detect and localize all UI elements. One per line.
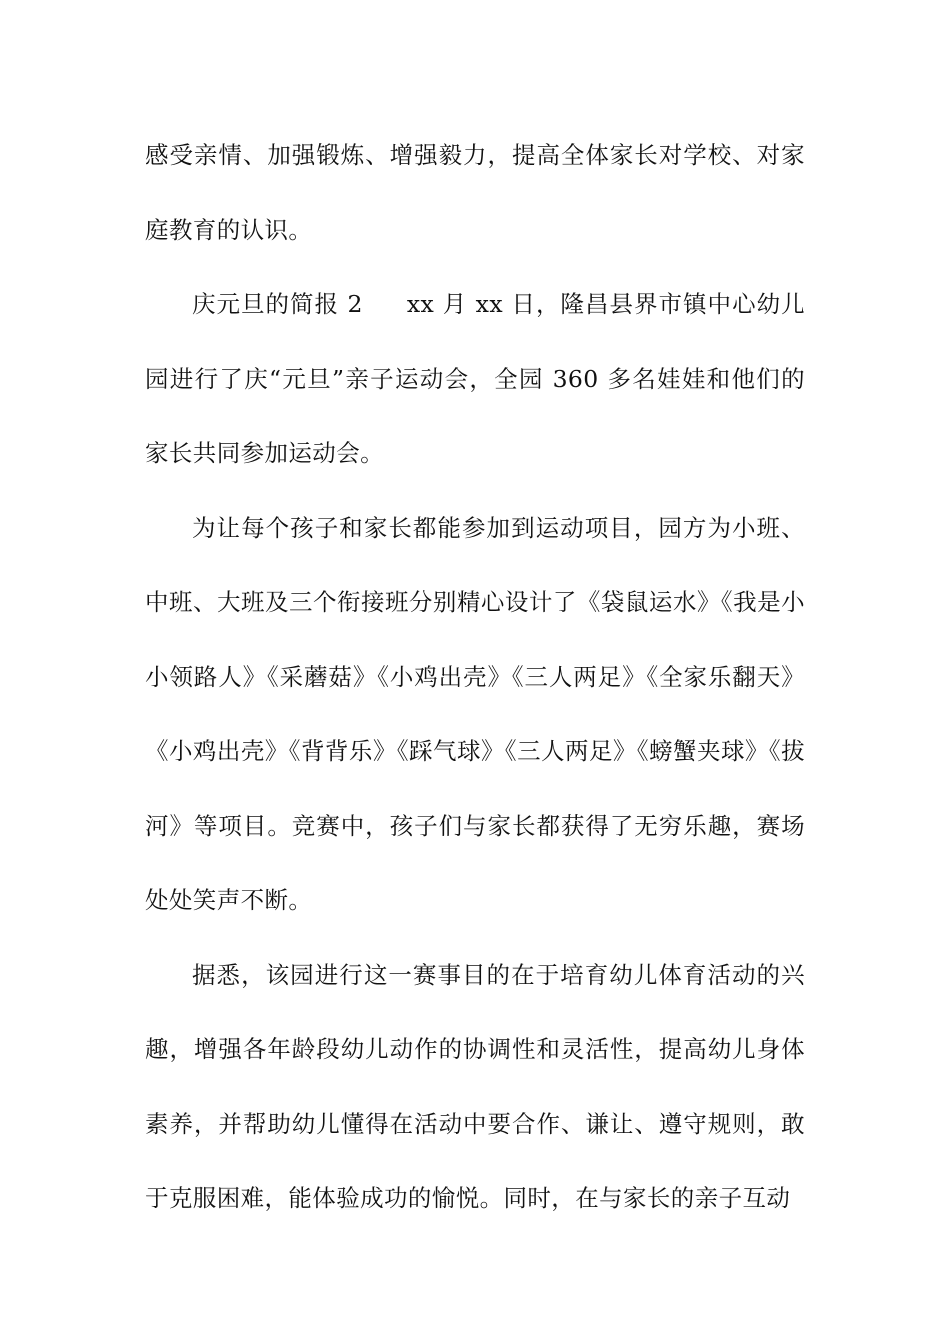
paragraph-briefing-heading bbox=[145, 267, 805, 491]
paragraph-continuation bbox=[145, 118, 805, 267]
briefing-heading: 庆元旦的简报 2 bbox=[192, 290, 363, 318]
paragraph-event-items bbox=[145, 491, 805, 938]
paragraph-event-purpose bbox=[145, 938, 805, 1236]
paragraph-text: 为让每个孩子和家长都能参加到运动项目，园方为小班、中班、大班及三个衔接班分别精心设计了《袋鼠运水》《我是小小领路人》《采蘑菇》《小鸡出壳》《三人两足》《全家乐翻天》《小鸡出壳》《背背乐》《踩气球》《三人两足》《螃蟹夹球》《拔河》等项目。竞赛中，孩子们与家长都获得了无穷乐趣，赛场处处笑声不断。 bbox=[145, 513, 805, 914]
paragraph-text: xx 月 xx 日，隆昌县界市镇中心幼儿园进行了庆“元旦”亲子运动会，全园 360 多名娃娃和他们的家长共同参加运动会。 bbox=[145, 290, 805, 467]
document-body bbox=[145, 118, 805, 1236]
paragraph-text: 据悉，该园进行这一赛事目的在于培育幼儿体育活动的兴趣，增强各年龄段幼儿动作的协调性和灵活性，提高幼儿身体素养，并帮助幼儿懂得在活动中要合作、谦让、遵守规则，敢于克服困难，能体验成功的愉悦。同时，在与家长的亲子互动 bbox=[145, 960, 805, 1212]
paragraph-text: 感受亲情、加强锻炼、增强毅力，提高全体家长对学校、对家庭教育的认识。 bbox=[145, 141, 805, 244]
